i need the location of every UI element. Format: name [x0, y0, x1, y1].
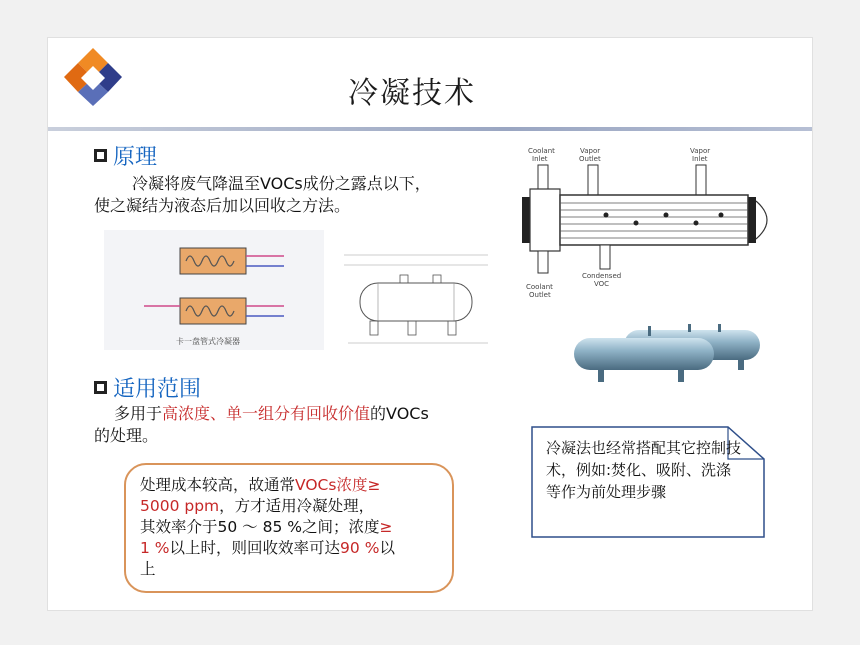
company-logo-icon [58, 44, 128, 114]
page-title: 冷凝技术 [348, 76, 476, 111]
note-text: 冷凝法也经常搭配其它控制技术，例如:焚化、吸附、洗涤等作为前处理步骤 [546, 439, 742, 501]
callout-t4-end: 以 [379, 539, 395, 557]
callout-t4-red: 1 % [140, 539, 170, 557]
coil-condenser-sketch [104, 230, 324, 350]
scope-prefix: 多用于 [114, 404, 163, 423]
callout-t3: 其效率介于50 ～ 85 %之间；浓度 [140, 518, 380, 536]
cost-efficiency-callout [124, 463, 454, 593]
callout-line5: 上 [140, 560, 156, 578]
scope-line1 [114, 404, 429, 424]
callout-line4 [140, 538, 438, 559]
callout-t2-red: 5000 ppm [140, 497, 220, 515]
callout-t4: 以上时，则回收效率可达 [169, 539, 341, 557]
vapor-outlet-label-2: Outlet [579, 155, 601, 163]
slide [47, 37, 813, 611]
condensed-voc-label: Condensed [582, 272, 622, 280]
horizontal-tank-drawing [338, 243, 498, 353]
bullet-square-icon [94, 149, 107, 162]
callout-t3-red: ≥ [379, 518, 393, 536]
scope-line2: 的处理。 [94, 426, 159, 445]
vapor-inlet-label-2: Inlet [692, 155, 708, 163]
coolant-outlet-label-2: Outlet [529, 291, 551, 299]
callout-t2: ，方才适用冷凝处理， [219, 497, 375, 515]
principle-line1: 冷凝将废气降温至VOCs成份之露点以下， [132, 174, 431, 193]
coolant-inlet-label-2: Inlet [532, 155, 548, 163]
scope-heading-text: 适用范围 [113, 377, 202, 402]
scope-suffix: 的VOCs [370, 404, 429, 423]
callout-t1-red: VOCs浓度≥ [295, 476, 381, 494]
vapor-outlet-label: Vapor [580, 147, 601, 155]
coolant-outlet-label: Coolant [526, 283, 553, 291]
callout-t4-red2: 90 % [340, 539, 380, 557]
shell-tube-condenser-diagram [516, 143, 786, 303]
sketch-caption: 卡一盘管式冷凝器 [176, 337, 240, 346]
coolant-inlet-label: Coolant [528, 147, 555, 155]
pretreatment-note [528, 423, 768, 541]
callout-line2 [140, 496, 438, 517]
callout-line1 [140, 475, 438, 496]
condensed-voc-label-2: VOC [594, 280, 610, 288]
vapor-inlet-label: Vapor [690, 147, 711, 155]
bullet-square-icon [94, 381, 107, 394]
scope-heading [94, 372, 201, 403]
callout-t1: 处理成本较高，故通常 [140, 476, 296, 494]
principle-heading-text: 原理 [113, 145, 158, 170]
principle-heading [94, 140, 157, 171]
condenser-tanks-photo [568, 320, 768, 392]
scope-highlight: 高浓度、单一组分有回收价值 [162, 404, 371, 423]
principle-line2: 使之凝结为液态后加以回收之方法。 [94, 196, 351, 215]
title-divider [48, 127, 812, 131]
callout-line3 [140, 517, 438, 538]
